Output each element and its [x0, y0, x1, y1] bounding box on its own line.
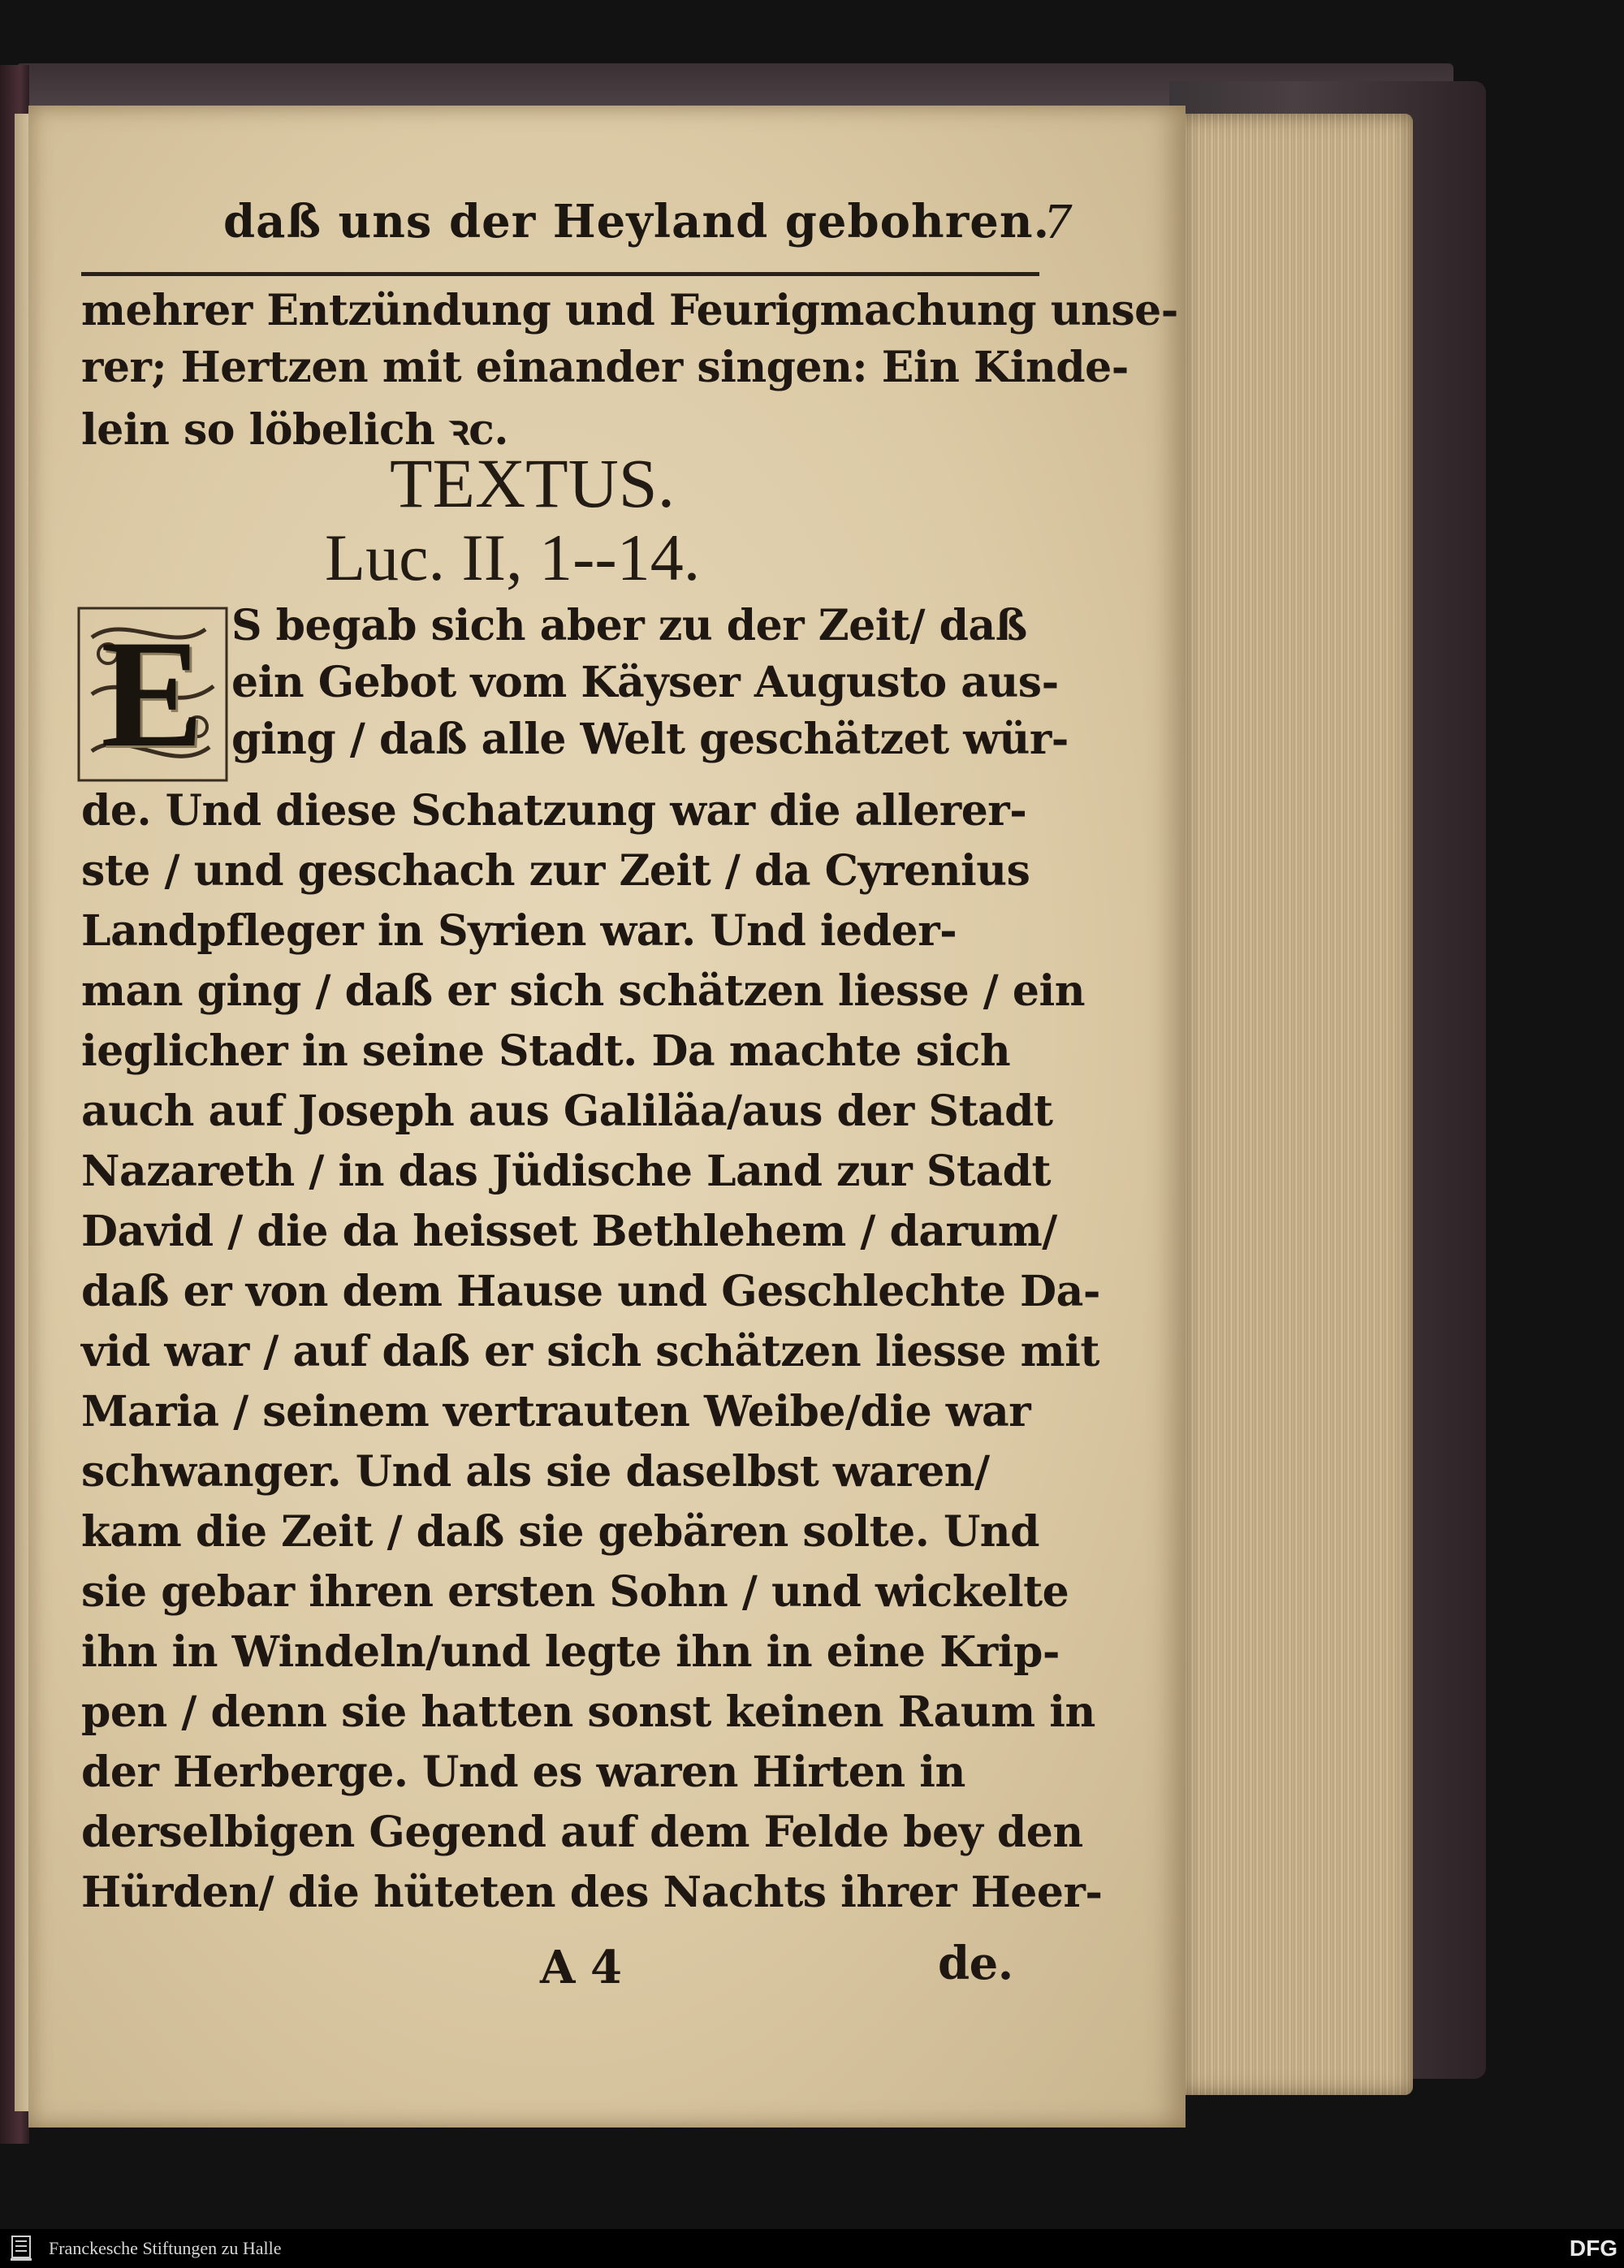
- book-page: [28, 106, 1186, 2128]
- institution-name: Franckesche Stiftungen zu Halle: [49, 2238, 282, 2258]
- body-line-8: David / die da heisset Bethlehem / darum/: [81, 1207, 1057, 1256]
- page-block-edge: [1181, 114, 1413, 2095]
- body-line-2: ste / und geschach zur Zeit / da Cyrenius: [81, 846, 1030, 896]
- drop-cap-letter: E: [101, 609, 204, 780]
- running-header: [199, 195, 1073, 260]
- textus-heading: TEXTUS.: [390, 444, 676, 522]
- scripture-reference: Luc. II, 1--14.: [325, 521, 701, 594]
- body-line-6: auch auf Joseph aus Galiläa/aus der Stadt: [81, 1086, 1053, 1136]
- intro-line-2: rer; Hertzen mit einander singen: Ein Kinde-: [81, 343, 1129, 392]
- running-head-text: daß uns der Heyland gebohren.: [223, 195, 1051, 248]
- body-line-19: Hürden/ die hüteten des Nachts ihrer Heer-: [81, 1868, 1103, 1917]
- body-line-4: man ging / daß er sich schätzen liesse / ein: [81, 966, 1086, 1016]
- body-line-18: derselbigen Gegend auf dem Felde bey den: [81, 1808, 1083, 1857]
- body-line-7: Nazareth / in das Jüdische Land zur Stadt: [81, 1147, 1052, 1196]
- body-line-9: daß er von dem Hause und Geschlechte Da-: [81, 1267, 1100, 1316]
- drop-cap-line-1: S begab sich aber zu der Zeit/ daß: [231, 601, 1027, 650]
- intro-line-3: lein so löbelich ꝛc.: [81, 405, 508, 455]
- body-line-15: ihn in Windeln/und legte ihn in eine Krip-: [81, 1627, 1060, 1677]
- intro-line-1: mehrer Entzündung und Feurigmachung unse-: [81, 286, 1178, 335]
- signature-mark: A 4: [540, 1941, 622, 1994]
- body-line-1: de. Und diese Schatzung war die allerer-: [81, 786, 1027, 836]
- body-line-3: Landpfleger in Syrien war. Und ieder-: [81, 906, 957, 956]
- body-line-5: ieglicher in seine Stadt. Da machte sich: [81, 1026, 1011, 1076]
- body-line-12: schwanger. Und als sie daselbst waren/: [81, 1447, 990, 1497]
- body-line-17: der Herberge. Und es waren Hirten in: [81, 1747, 965, 1797]
- drop-cap-line-3: ging / daß alle Welt geschätzet wür-: [231, 715, 1069, 764]
- drop-cap-line-2: ein Gebot vom Käyser Augusto aus-: [231, 658, 1059, 707]
- body-line-14: sie gebar ihren ersten Sohn / und wickelte: [81, 1567, 1069, 1617]
- body-line-13: kam die Zeit / daß sie gebären solte. Und: [81, 1507, 1039, 1557]
- body-line-16: pen / denn sie hatten sonst keinen Raum in: [81, 1687, 1095, 1737]
- catchword: de.: [938, 1937, 1013, 1990]
- dfg-logo: DFG: [1569, 2236, 1618, 2261]
- body-line-10: vid war / auf daß er sich schätzen liesse mit: [81, 1327, 1099, 1376]
- header-rule: [81, 272, 1039, 276]
- body-line-11: Maria / seinem vertrauten Weibe/die war: [81, 1387, 1031, 1436]
- page-number: 7: [1043, 197, 1073, 249]
- footer-bar: [0, 2229, 1624, 2268]
- institution-logo-icon: [5, 2232, 37, 2265]
